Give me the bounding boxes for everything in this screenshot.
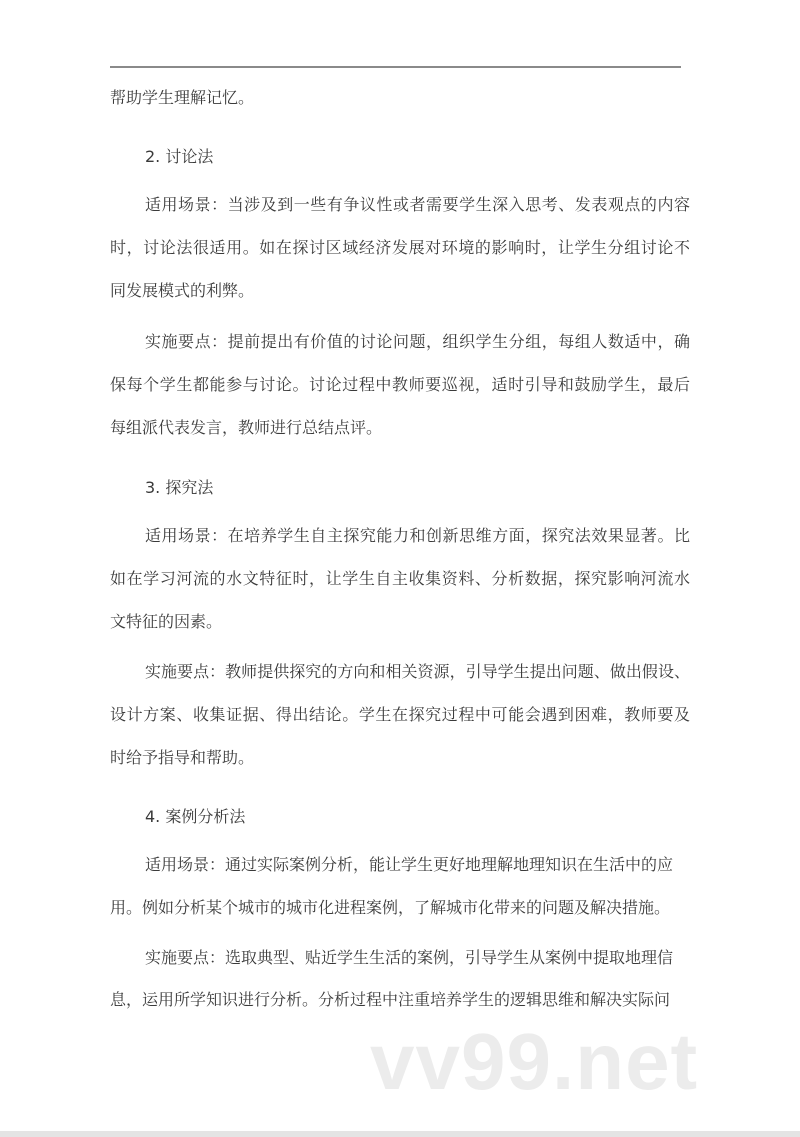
paragraph-line: 适用场景：通过实际案例分析，能让学生更好地理解地理知识在生活中的应 — [145, 855, 674, 874]
paragraph-line: 保每个学生都能参与讨论。讨论过程中教师要巡视，适时引导和鼓励学生，最后 — [110, 375, 690, 394]
page-bottom-edge — [0, 1131, 800, 1137]
section-heading-inquiry: 3. 探究法 — [145, 478, 214, 497]
paragraph-line: 同发展模式的利弊。 — [110, 281, 255, 300]
section-heading-discussion: 2. 讨论法 — [145, 147, 214, 166]
paragraph-line: 适用场景：当涉及到一些有争议性或者需要学生深入思考、发表观点的内容 — [145, 195, 690, 214]
paragraph-line: 文特征的因素。 — [110, 612, 223, 631]
paragraph-line: 用。例如分析某个城市的城市化进程案例，了解城市化带来的问题及解决措施。 — [110, 898, 671, 917]
paragraph-line: 帮助学生理解记忆。 — [110, 88, 255, 107]
paragraph-line: 每组派代表发言，教师进行总结点评。 — [110, 418, 383, 437]
paragraph-line: 实施要点：教师提供探究的方向和相关资源，引导学生提出问题、做出假设、 — [145, 662, 690, 681]
paragraph-line: 时，讨论法很适用。如在探讨区域经济发展对环境的影响时，让学生分组讨论不 — [110, 238, 690, 257]
paragraph-line: 息，运用所学知识进行分析。分析过程中注重培养学生的逻辑思维和解决实际问 — [110, 990, 671, 1009]
paragraph-line: 设计方案、收集证据、得出结论。学生在探究过程中可能会遇到困难，教师要及 — [110, 705, 690, 724]
section-heading-case-analysis: 4. 案例分析法 — [145, 807, 246, 826]
paragraph-line: 实施要点：提前提出有价值的讨论问题，组织学生分组，每组人数适中，确 — [145, 332, 690, 351]
paragraph-line: 如在学习河流的水文特征时，让学生自主收集资料、分析数据，探究影响河流水 — [110, 569, 690, 588]
paragraph-line: 时给予指导和帮助。 — [110, 748, 255, 767]
paragraph-line: 适用场景：在培养学生自主探究能力和创新思维方面，探究法效果显著。比 — [145, 526, 690, 545]
watermark: vv99.net — [370, 1017, 699, 1106]
paragraph-line: 实施要点：选取典型、贴近学生生活的案例，引导学生从案例中提取地理信 — [145, 948, 674, 967]
header-rule — [110, 66, 681, 68]
